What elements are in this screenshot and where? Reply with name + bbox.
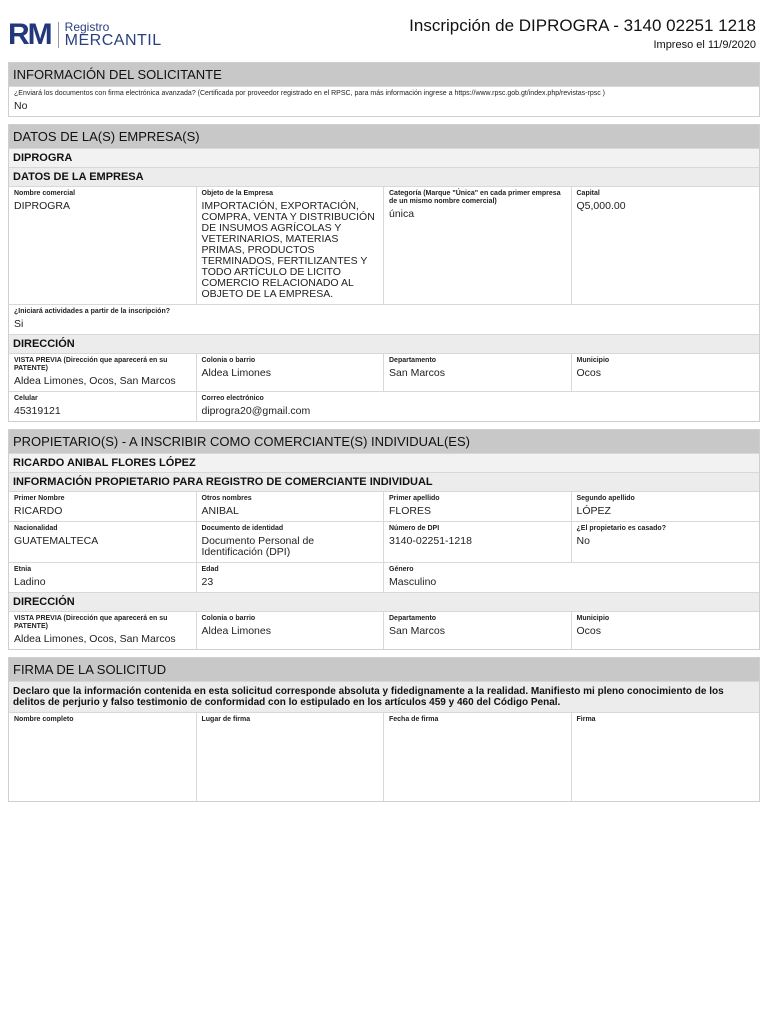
field-value: IMPORTACIÓN, EXPORTACIÓN, COMPRA, VENTA Y DISTRIBUCIÓN DE INSUMOS AGRÍCOLAS Y VETERINARIOS, MATERIAS PRIMAS, PRODUCTOS TERMINADOS, FERTILIZANTES Y TODO ARTÍCULO DE LICITO COMERCIO RELACIONADO AL OBJETO DE LA EMPRESA. xyxy=(201,200,375,300)
field-row xyxy=(9,353,759,391)
field-value: San Marcos xyxy=(389,367,446,379)
celular-field xyxy=(9,392,197,421)
section-title: DATOS DE LA(S) EMPRESA(S) xyxy=(9,125,759,148)
nombre-comercial-field xyxy=(9,187,197,304)
colonia-field xyxy=(197,354,385,391)
field-label: Nombre comercial xyxy=(14,190,76,197)
field-label: ¿Enviará los documentos con firma electrónica avanzada? (Certificada por proveedor registrado en el RPSC, para más información ingrese a https://www.rpsc.gob.gt/index.php/revistas-rpsc ) xyxy=(14,90,606,97)
firma-electronica-field xyxy=(9,87,759,116)
logo-wordmark xyxy=(65,21,162,49)
field-value: RICARDO xyxy=(14,505,63,517)
field-value: No xyxy=(576,535,590,547)
departamento-field xyxy=(384,354,572,391)
print-date: Impreso el 11/9/2020 xyxy=(653,39,756,51)
document-title: Inscripción de DIPROGRA - 3140 02251 1218 xyxy=(409,16,756,35)
lugar-firma-field xyxy=(197,713,385,801)
casado-field xyxy=(572,522,760,562)
field-value: GUATEMALTECA xyxy=(14,535,99,547)
field-label: Objeto de la Empresa xyxy=(201,190,274,197)
field-label: Etnia xyxy=(14,566,32,573)
field-row xyxy=(9,521,759,562)
field-label: Nacionalidad xyxy=(14,525,58,532)
field-row xyxy=(9,86,759,116)
section-solicitante xyxy=(8,62,760,117)
field-row xyxy=(9,562,759,592)
section-title: INFORMACIÓN DEL SOLICITANTE xyxy=(9,63,759,86)
field-value: Si xyxy=(14,318,24,330)
owner-name-heading: RICARDO ANIBAL FLORES LÓPEZ xyxy=(9,453,759,472)
field-row xyxy=(9,611,759,649)
field-value: Ocos xyxy=(576,625,602,637)
numero-dpi-field xyxy=(384,522,572,562)
logo-letter-r: R xyxy=(8,18,29,51)
field-value: San Marcos xyxy=(389,625,446,637)
field-label: Nombre completo xyxy=(14,716,74,723)
field-label: Primer Nombre xyxy=(14,495,65,502)
field-label: Otros nombres xyxy=(201,495,252,502)
documento-identidad-field xyxy=(197,522,385,562)
field-value: diprogra20@gmail.com xyxy=(201,405,311,417)
firma-field xyxy=(572,713,760,801)
subsection-title: DIRECCIÓN xyxy=(9,334,759,353)
field-value: Aldea Limones, Ocos, San Marcos xyxy=(14,375,176,387)
field-label: Lugar de firma xyxy=(201,716,251,723)
field-label: Primer apellido xyxy=(389,495,440,502)
section-title: PROPIETARIO(S) - A INSCRIBIR COMO COMERCIANTE(S) INDIVIDUAL(ES) xyxy=(9,430,759,453)
vista-previa-field xyxy=(9,354,197,391)
field-label: Fecha de firma xyxy=(389,716,439,723)
field-label: Capital xyxy=(576,190,600,197)
vista-previa-field xyxy=(9,612,197,649)
page-header xyxy=(8,0,760,62)
field-label: Número de DPI xyxy=(389,525,440,532)
field-label: Edad xyxy=(201,566,219,573)
section-empresas xyxy=(8,124,760,422)
field-value: 45319121 xyxy=(14,405,61,417)
field-value: ANIBAL xyxy=(201,505,239,517)
logo-divider xyxy=(58,22,59,48)
field-label: Colonia o barrio xyxy=(201,615,256,622)
nombre-completo-field xyxy=(9,713,197,801)
declaration-text: Declaro que la información contenida en esta solicitud corresponde absoluta y fidedignamente a la realidad. Manifiesto mi pleno conocimiento de los delitos de perjurio y falso testimonio de conformidad con lo estipulado en los artículos 459 y 460 del Código Penal. xyxy=(9,681,759,712)
field-label: VISTA PREVIA (Dirección que aparecerá en su PATENTE) xyxy=(14,357,168,372)
primer-nombre-field xyxy=(9,492,197,521)
genero-field xyxy=(384,563,759,592)
field-value: Ladino xyxy=(14,576,46,588)
field-label: Género xyxy=(389,566,414,573)
field-label: Departamento xyxy=(389,357,437,364)
subsection-title: INFORMACIÓN PROPIETARIO PARA REGISTRO DE COMERCIANTE INDIVIDUAL xyxy=(9,472,759,491)
registro-mercantil-logo xyxy=(8,20,162,50)
field-row xyxy=(9,186,759,304)
field-value: Q5,000.00 xyxy=(576,200,626,212)
field-label: Departamento xyxy=(389,615,437,622)
field-value: FLORES xyxy=(389,505,432,517)
field-value: 3140-02251-1218 xyxy=(389,535,472,547)
otros-nombres-field xyxy=(197,492,385,521)
field-value: Aldea Limones xyxy=(201,367,271,379)
nacionalidad-field xyxy=(9,522,197,562)
subsection-title: DATOS DE LA EMPRESA xyxy=(9,167,759,186)
section-firma xyxy=(8,657,760,802)
departamento-field xyxy=(384,612,572,649)
field-value: Ocos xyxy=(576,367,602,379)
inicio-actividades-field xyxy=(9,305,759,334)
field-row xyxy=(9,491,759,521)
field-label: Celular xyxy=(14,395,38,402)
field-value: LÓPEZ xyxy=(576,505,611,517)
section-title: FIRMA DE LA SOLICITUD xyxy=(9,658,759,681)
field-label: Categoría (Marque "Única" en cada primer empresa de un mismo nombre comercial) xyxy=(389,190,561,205)
primer-apellido-field xyxy=(384,492,572,521)
signature-row xyxy=(9,712,759,801)
field-label: Documento de identidad xyxy=(201,525,284,532)
form-page xyxy=(8,0,760,809)
field-label: ¿El propietario es casado? xyxy=(576,525,666,532)
logo-mercantil-text: MERCANTIL xyxy=(64,32,162,49)
logo-letter-m: M xyxy=(27,18,53,51)
field-label: Municipio xyxy=(576,615,610,622)
field-value: Aldea Limones, Ocos, San Marcos xyxy=(14,633,176,645)
field-label: Municipio xyxy=(576,357,610,364)
logo-registro-text: Registro xyxy=(64,20,110,34)
field-value: Masculino xyxy=(389,576,437,588)
field-value: Aldea Limones xyxy=(201,625,271,637)
field-value: Documento Personal de Identificación (DPI) xyxy=(201,535,315,558)
field-label: Firma xyxy=(576,716,596,723)
field-label: Correo electrónico xyxy=(201,395,264,402)
segundo-apellido-field xyxy=(572,492,760,521)
field-value: DIPROGRA xyxy=(14,200,71,212)
municipio-field xyxy=(572,612,760,649)
field-row xyxy=(9,304,759,334)
colonia-field xyxy=(197,612,385,649)
field-row xyxy=(9,391,759,421)
section-propietario xyxy=(8,429,760,650)
rm-logo-mark xyxy=(8,18,53,51)
correo-field xyxy=(197,392,762,421)
etnia-field xyxy=(9,563,197,592)
categoria-field xyxy=(384,187,572,304)
field-value: 23 xyxy=(201,576,214,588)
field-label: ¿Iniciará actividades a partir de la inscripción? xyxy=(14,308,170,315)
field-value: No xyxy=(14,100,28,112)
company-name-heading: DIPROGRA xyxy=(9,148,759,167)
objeto-empresa-field xyxy=(197,187,385,304)
fecha-firma-field xyxy=(384,713,572,801)
capital-field xyxy=(572,187,760,304)
edad-field xyxy=(197,563,385,592)
field-label: VISTA PREVIA (Dirección que aparecerá en su PATENTE) xyxy=(14,615,168,630)
field-label: Segundo apellido xyxy=(576,495,635,502)
subsection-title: DIRECCIÓN xyxy=(9,592,759,611)
field-value: única xyxy=(389,208,415,220)
field-label: Colonia o barrio xyxy=(201,357,256,364)
municipio-field xyxy=(572,354,760,391)
